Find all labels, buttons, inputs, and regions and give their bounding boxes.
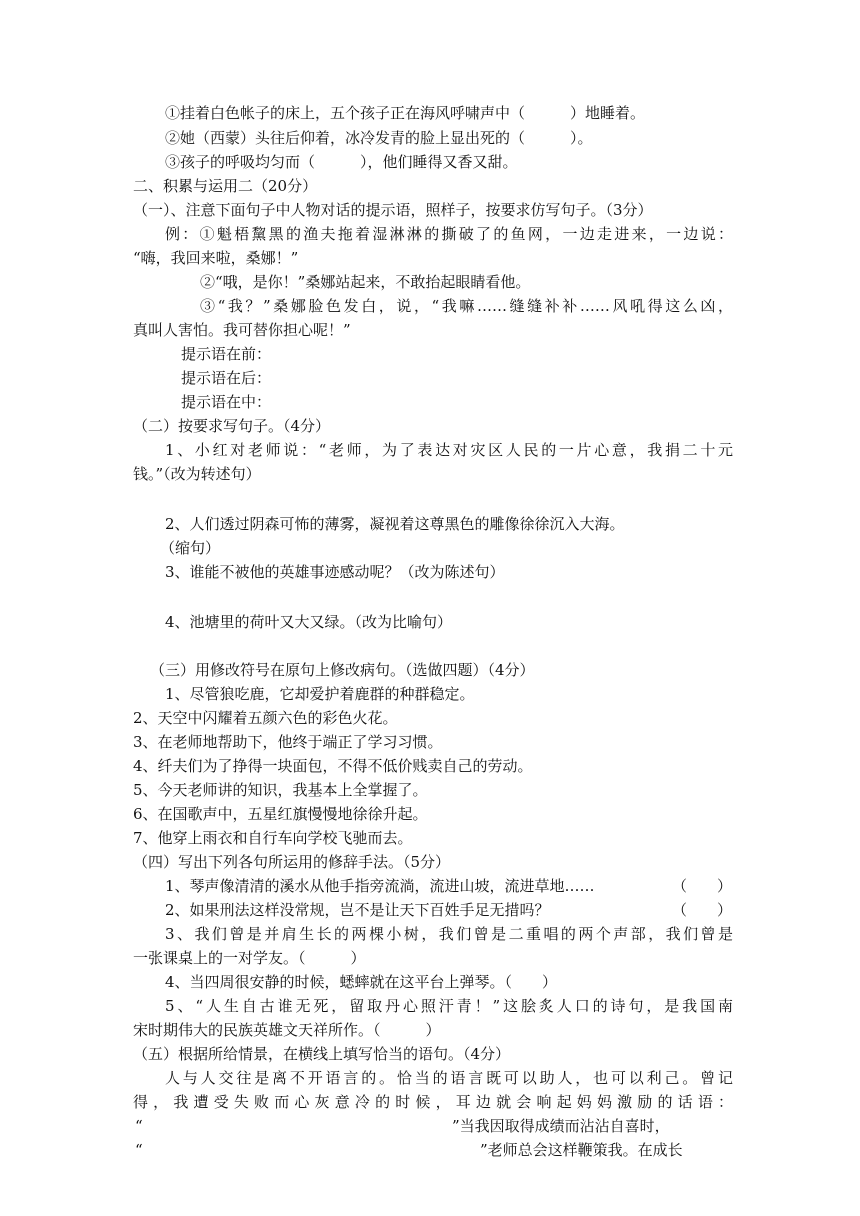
part-2-title: （二）按要求写句子。（4分） [133,417,331,435]
part-4-item-1: 1、琴声像清清的溪水从他手指旁流淌，流进山坡，流进草地…… [165,877,595,895]
prompt-middle-label: 提示语在中： [181,393,272,411]
part-1-title: （一）、注意下面句子中人物对话的提示语，照样子，按要求仿写句子。（3分） [133,201,653,219]
part-4-item-2-blank: （ ） [672,901,733,919]
part-3-item-4: 4、纤夫们为了挣得一块面包，不得不低价贱卖自己的劳动。 [133,757,533,775]
part-4-item-4: 4、当四周很安静的时候，蟋蟀就在这平台上弹琴。（ ） [165,973,558,991]
part-5-open-quote-1: “ [135,1117,143,1135]
part-3-item-1: 1、尽管狼吃鹿，它却爱护着鹿群的种群稳定。 [165,685,475,703]
part-3-item-2: 2、天空中闪耀着五颜六色的彩色火花。 [133,709,398,727]
part-3-item-6: 6、在国歌声中，五星红旗慢慢地徐徐升起。 [133,805,428,823]
part-2-item-1-cont: 钱。”（改为转述句） [133,465,261,483]
part-2-item-4: 4、池塘里的荷叶又大又绿。（改为比喻句） [165,613,453,631]
part-2-item-1: 1、小红对老师说：“老师，为了表达对灾区人民的一片心意，我捐二十元 [165,441,733,459]
part-5-line-2: 得，我遭受失败而心灰意冷的时候，耳边就会响起妈妈激励的话语： [133,1093,733,1111]
q1-sentence-1: ①挂着白色帐子的床上，五个孩子正在海风呼啸声中（ ）地睡着。 [165,104,646,122]
part-5-open-quote-2: “ [135,1141,143,1159]
part-4-item-1-blank: （ ） [672,877,733,895]
part-4-item-3: 3、我们曾是并肩生长的两棵小树，我们曾是二重唱的两个声部，我们曾是 [165,925,733,943]
q1-sentence-3: ③孩子的呼吸均匀而（ ），他们睡得又香又甜。 [165,153,518,171]
part-3-title: （三）用修改符号在原句上修改病句。（选做四题）（4分） [150,661,535,679]
section-2-title: 二、积累与运用二（20分） [133,177,318,195]
part-3-item-3: 3、在老师地帮助下，他终于端正了学习习惯。 [133,733,443,751]
part-4-item-2: 2、如果刑法这样没常规，岂不是让天下百姓手足无措吗？ [165,901,550,919]
part-1-example-2: ②“哦，是你！”桑娜站起来，不敢抬起眼睛看他。 [200,273,531,291]
part-2-item-3: 3、谁能不被他的英雄事迹感动呢？（改为陈述句） [165,563,505,581]
part-4-title: （四）写出下列各句所运用的修辞手法。（5分） [133,853,451,871]
part-2-item-2-cont: （缩句） [160,539,221,557]
part-5-line-4-tail: ”老师总会这样鞭策我。在成长 [480,1141,683,1159]
part-5-line-3-tail: ”当我因取得成绩而沾沾自喜时， [452,1117,670,1135]
part-4-item-3-cont: 一张课桌上的一对学友。（ ） [133,949,366,967]
part-1-example-1-cont: “嗨，我回来啦，桑娜！” [133,249,299,267]
part-1-example-1: 例：①魁梧黧黑的渔夫拖着湿淋淋的撕破了的鱼网，一边走进来，一边说： [165,225,733,243]
part-1-example-3-cont: 真叫人害怕。我可替你担心呢！” [133,321,351,339]
part-3-item-5: 5、今天老师讲的知识，我基本上全掌握了。 [133,781,428,799]
part-1-example-3: ③“我？”桑娜脸色发白，说，“我嘛……缝缝补补……风吼得这么凶， [200,297,733,315]
part-4-item-5-cont: 宋时期伟大的民族英雄文天祥所作。（ ） [133,1021,441,1039]
part-3-item-7: 7、他穿上雨衣和自行车向学校飞驰而去。 [133,829,413,847]
part-4-item-5: 5、“人生自古谁无死，留取丹心照汗青！”这脍炙人口的诗句，是我国南 [165,997,733,1015]
part-5-title: （五）根据所给情景，在横线上填写恰当的语句。（4分） [133,1045,511,1063]
part-5-line-1: 人与人交往是离不开语言的。恰当的语言既可以助人，也可以利己。曾记 [165,1069,733,1087]
prompt-before-label: 提示语在前： [181,345,272,363]
prompt-after-label: 提示语在后： [181,369,272,387]
part-2-item-2: 2、人们透过阴森可怖的薄雾，凝视着这尊黑色的雕像徐徐沉入大海。 [165,515,625,533]
q1-sentence-2: ②她（西蒙）头往后仰着，冰冷发青的脸上显出死的（ ）。 [165,129,593,147]
